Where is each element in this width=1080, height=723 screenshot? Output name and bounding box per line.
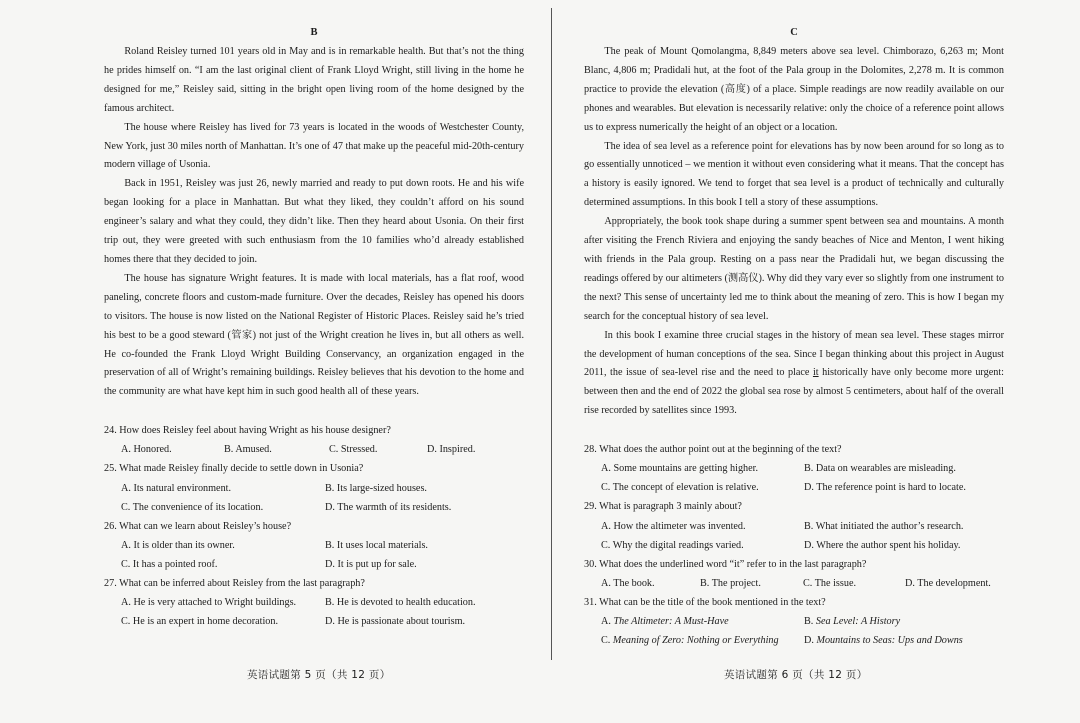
- option: D. It is put up for sale.: [325, 558, 417, 570]
- option: D. Where the author spent his holiday.: [804, 539, 961, 551]
- option: [601, 631, 804, 650]
- option: [804, 612, 1009, 631]
- question-25: 25. What made Reisley finally decide to settle down in Usonia?: [104, 463, 364, 475]
- option: D. The warmth of its residents.: [325, 501, 452, 513]
- passage-b-paragraph-4: The house has signature Wright features. It is made with local materials, has a flat roof, wood paneling, concrete floors and custom-made furniture. Over the decades, Reisley has opened his doors to visitors. The house is now listed on the National Register of Historic Places. Reisley said he’s tried his best to be a good steward (管家) not just of the Wright creation he lives in, but all others as well. He co-founded the Frank Lloyd Wright Building Conservancy, an organization engaged in the preservation of all of Wright’s remaining buildings. Reisley believes that his devotion to the home and the community are what have kept him in such good health all of these years.: [104, 272, 524, 398]
- question-24-options: [104, 440, 524, 459]
- question-28-options: [584, 459, 1004, 497]
- option: A. He is very attached to Wright buildings.: [121, 597, 297, 609]
- question-27-options: [104, 593, 524, 631]
- book-title: The Altimeter: A Must-Have: [613, 615, 729, 627]
- question-31: 31. What can be the title of the book mentioned in the text?: [584, 596, 826, 608]
- option-letter: A.: [601, 615, 614, 627]
- option: C. The convenience of its location.: [121, 501, 264, 513]
- passage-b-paragraph-2: The house where Reisley has lived for 73 years is located in the woods of Westchester County, New York, just 30 miles north of Manhattan. It’s one of 47 that make up the peaceful mid-20th-century modern village of Usonia.: [104, 121, 524, 171]
- paragraph-text: In this book I examine three crucial stages in the history of mean sea level. These stages mirror the development of human conceptions of the sea. Since I began thinking about this project in August 2011, the issue of sea-level rise and the need to place: [584, 329, 1004, 379]
- book-title: Sea Level: A History: [815, 615, 901, 627]
- option: D. Inspired.: [427, 444, 476, 456]
- question-26-options: [104, 536, 524, 574]
- passage-c-paragraph-2: The idea of sea level as a reference point for elevations has by now been around for so long as to go essentially unnoticed – we mention it without even considering what it means. That the concept has a history is easily ignored. We tend to forget that sea level is a product of technically and culturally determined assumptions. In this book I tell a story of these assumptions.: [584, 140, 1004, 209]
- option: B. Amused.: [224, 444, 272, 456]
- option-letter: B.: [804, 615, 816, 627]
- option: C. He is an expert in home decoration.: [121, 616, 279, 628]
- passage-b-column: [104, 24, 524, 631]
- questions-b: [104, 421, 524, 631]
- option: A. Some mountains are getting higher.: [601, 463, 759, 475]
- underlined-word: it: [812, 367, 819, 379]
- option: A. Its natural environment.: [121, 482, 232, 494]
- passage-c-paragraph-1: The peak of Mount Qomolangma, 8,849 meters above sea level. Chimborazo, 6,263 m; Mont Blanc, 4,806 m; Pradidali hut, at the foot of the Pala group in the Dolomites, 2,278 m. It is common practice to provide the elevation (高度) of a place. Simple readings are now readily available on our phones and wearables. But elevation is necessarily relative: only the choice of a reference point allows us to express numerically the height of an object or a location.: [584, 46, 1004, 133]
- option: D. The reference point is hard to locate.: [804, 482, 966, 494]
- questions-c: [584, 440, 1004, 650]
- option: C. Why the digital readings varied.: [601, 539, 744, 551]
- option-letter: C.: [601, 635, 613, 647]
- question-25-options: [104, 479, 524, 517]
- paragraph-text: historically have only become more urgent: between then and the end of 2022 the global sea rose by almost 5 centimeters, about half of the overall rise recorded by satellites since 1993.: [584, 367, 1004, 417]
- option: B. The project.: [700, 577, 761, 589]
- option: C. Stressed.: [329, 444, 378, 456]
- question-27: 27. What can be inferred about Reisley from the last paragraph?: [104, 577, 365, 589]
- option: [804, 631, 1009, 650]
- passage-b-paragraph-3: Back in 1951, Reisley was just 26, newly married and ready to put down roots. He and his wife began looking for a place in Manhattan. But what they liked, they couldn’t afford on his sound engineer’s salary and what they could, they didn’t like. Then they heard about Usonia. On their first trip out, they were greeted with such enthusiasm from the 10 families who’d already established homes there that they decided to join.: [104, 178, 524, 265]
- question-29-options: [584, 517, 1004, 555]
- question-28: 28. What does the author point out at the beginning of the text?: [584, 444, 842, 456]
- page-footer-right: 英语试题第 6 页（共 12 页）: [724, 669, 868, 681]
- question-30-options: [584, 574, 1004, 593]
- option: B. It uses local materials.: [325, 539, 428, 551]
- section-title-b: B: [310, 27, 318, 38]
- question-24: 24. How does Reisley feel about having Wright as his house designer?: [104, 425, 391, 437]
- option: A. How the altimeter was invented.: [601, 520, 746, 532]
- question-31-options: [584, 612, 1004, 650]
- option: A. Honored.: [121, 444, 172, 456]
- passage-c-paragraph-4: [584, 327, 1004, 422]
- question-29: 29. What is paragraph 3 mainly about?: [584, 501, 742, 513]
- question-26: 26. What can we learn about Reisley’s house?: [104, 520, 292, 532]
- option-letter: D.: [804, 635, 817, 647]
- passage-b-paragraph-1: Roland Reisley turned 101 years old in May and is in remarkable health. But that’s not the thing he prides himself on. “I am the last original client of Frank Lloyd Wright, still living in the home he designed for me,” Reisley said, sitting in the bright open living room of the home designed by the famous architect.: [104, 46, 524, 114]
- option: D. The development.: [905, 577, 991, 589]
- option: C. It has a pointed roof.: [121, 558, 218, 570]
- option: D. He is passionate about tourism.: [325, 616, 466, 628]
- column-divider: [551, 8, 552, 660]
- option: C. The concept of elevation is relative.: [601, 482, 759, 494]
- book-title: Mountains to Seas: Ups and Downs: [816, 635, 963, 647]
- option: B. Its large-sized houses.: [325, 482, 427, 494]
- option: [601, 612, 804, 631]
- option: C. The issue.: [803, 577, 857, 589]
- section-title-c: C: [790, 27, 798, 38]
- passage-c-column: [584, 24, 1004, 650]
- book-title: Meaning of Zero: Nothing or Everything: [612, 635, 779, 647]
- option: B. What initiated the author’s research.: [804, 520, 964, 532]
- option: B. Data on wearables are misleading.: [804, 463, 956, 475]
- question-30: 30. What does the underlined word “it” refer to in the last paragraph?: [584, 558, 867, 570]
- option: A. It is older than its owner.: [121, 539, 235, 551]
- passage-c-paragraph-3: Appropriately, the book took shape during a summer spent between sea and mountains. A month after visiting the French Riviera and enjoying the sandy beaches of Nice and Menton, I went hiking with friends in the Pala group. Resting on a pass near the Pradidali hut, we began discussing the readings offered by our altimeters (测高仪). Why did they vary ever so slightly from one instrument to the next? This sense of uncertainty led me to think about the meaning of zero. This is how I began my search for the conceptual history of sea level.: [584, 216, 1004, 322]
- option: A. The book.: [601, 577, 655, 589]
- page-footer-left: 英语试题第 5 页（共 12 页）: [247, 669, 391, 681]
- option: B. He is devoted to health education.: [325, 597, 476, 609]
